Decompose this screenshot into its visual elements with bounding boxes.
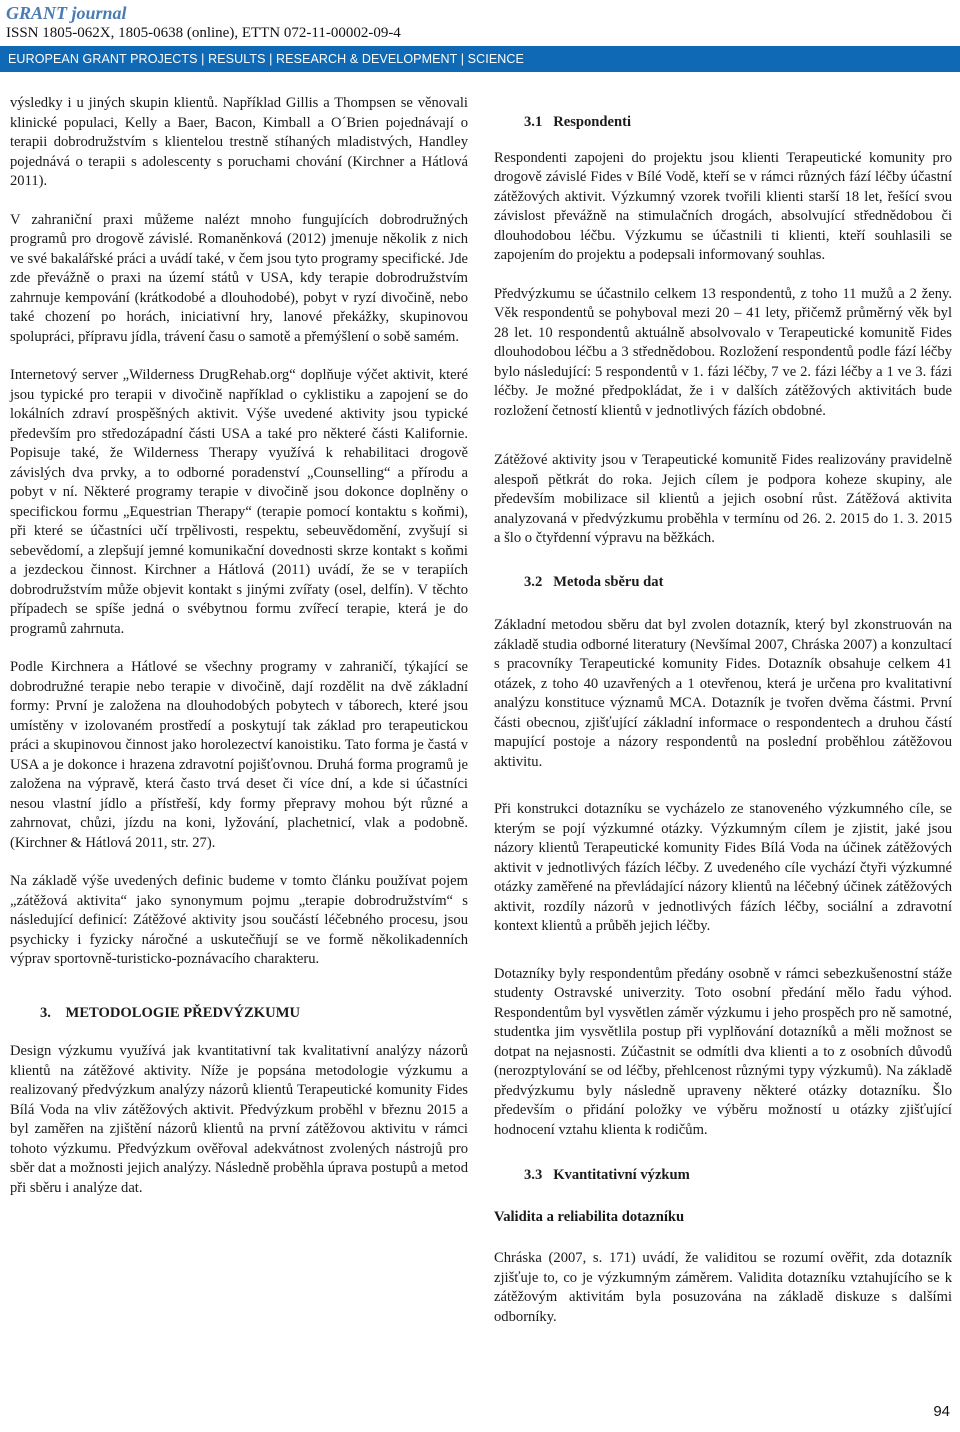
journal-banner: EUROPEAN GRANT PROJECTS | RESULTS | RESEARCH & DEVELOPMENT | SCIENCE [0, 46, 960, 72]
paragraph: Design výzkumu využívá jak kvantitativní tak kvalitativní analýzy názorů klientů na zátěžové aktivity. Níže je popsána metodologie výzkumu a realizovaný předvýzkum analýzy názorů klientů Terapeutické komunity Fides Bílá Voda na vliv zátěžových aktivit. Předvýzkum proběhl v březnu 2015 a byl zaměřen na zjištění názorů klientů na první zátěžovou aktivitu v rámci tohoto výzkumu. Předvýzkum ověřoval adekvátnost zvolených nástrojů pro sběr dat a možnosti jejich analýzy. Následně proběhla úprava postupů a metod při sběru i analýze dat. [10, 1043, 468, 1196]
subsection-heading-3-2: 3.2 Metoda sběru dat [524, 573, 664, 590]
page-header [0, 0, 960, 42]
journal-title: GRANT journal [6, 3, 127, 23]
paragraph: Na základě výše uvedených definic budeme v tomto článku používat pojem „zátěžová aktivita“ jako synonymum pojmu „terapie dobrodružstvím“ s následující definicí: Zátěžové aktivity jsou součástí léčebného procesu, jsou psychicky i fyzicky náročné a uskutečňují se ve formě několikadenních výprav sportovně-turisticko-poznávacího charakteru. [10, 873, 468, 967]
paragraph: Podle Kirchnera a Hátlové se všechny programy v zahraničí, týkající se dobrodružné terapie nebo terapie v divočině, dají rozdělit na dvě základní formy: První je založena na dlouhodobých pobytech v táborech, které jsou umístěny v izolovaném prostředí a poskytují tak základ pro terapeutickou práci a skupinovou činnost jako horolezectví kanoistiku. Tato forma je častá v USA a je dokonce i hrazena zdravotní pojišťovnou. Druhá forma programů je založena na výpravě, která často trvá deset či více dní, a kde si účastníci nesou vlastní jídlo a přístřeší, kdy formy přepravy mohou být různé a zahrnovat, chůzi, jízdu na koni, lyžování, plachetnicí, vlak a podobně. (Kirchner & Hátlová 2011, str. 27). [10, 659, 468, 851]
left-column [10, 94, 468, 1198]
issn-line: ISSN 1805-062X, 1805-0638 (online), ETTN 072-11-00002-09-4 [6, 25, 401, 41]
paragraph: Při konstrukci dotazníku se vycházelo ze stanoveného výzkumného cíle, se kterým se pojí výzkumné otázky. Výzkumným cílem je zjistit, jaké jsou názory klientů Terapeutické komunity Fides Bílá Voda na účinek zátěžových aktivit v jednotlivých fázích léčby. Z uvedeného cíle vychází čtyři výzkumné otázky zaměřené na převládající názory klientů na léčebný účinek zátěžových aktivit, rozdíly názorů v jednotlivých fázích léčby, sociální a zdravotní kontext klientů a průběh jejich léčby. [494, 801, 952, 934]
paragraph: Předvýzkumu se účastnilo celkem 13 respondentů, z toho 11 mužů a 2 ženy. Věk respondentů se pohyboval mezi 20 – 41 lety, přičemž průměrný věk byl 28 let. 10 respondentů aktuálně absolvovalo v Terapeutické komunitě Fides dlouhodobou léčbu a 3 střednědobou. Rozložení respondentů podle fází léčby bylo následující: 5 respondentů v 1. fázi léčby, 7 ve 2. fázi léčby a 1 ve 3. fázi léčby. Je možné předpokládat, že i v dalších zátěžových aktivitách bude rozložení četností klientů v jednotlivých fázích obdobné. [494, 285, 952, 419]
subsection-heading-3-1: 3.1 Respondenti [524, 114, 632, 130]
paragraph: výsledky i u jiných skupin klientů. Například Gillis a Thompsen se věnovali klinické populaci, Kelly a Baer, Bacon, Kimball a O´Brien pojednávají o terapii dobrodružstvím s klientelou trestně stíhaných mladistvých, Handley pojednává o terapii s adolescenty s poruchami chování (Kirchner a Hátlová 2011). [10, 95, 468, 189]
page-number: 94 [933, 1403, 950, 1420]
section-heading-3: 3. METODOLOGIE PŘEDVÝZKUMU [40, 1004, 301, 1021]
paragraph: Základní metodou sběru dat byl zvolen dotazník, který byl zkonstruován na základě studia odborné literatury (Nevšímal 2007, Chráska 2007) a konzultací s pracovníky Terapeutické komunity Fides. Dotazník obsahuje celkem 41 otázek, z toho 40 uzavřených a 1 otevřenou, která je určena pro kvalitativní analýzu konstituce významů MCA. Dotazník je tvořen dvěma částmi. První části obecnou, zjišťující základní informace o respondentech a druhou částí mapující postoje a názory respondentů na poslední proběhlou zátěžovou aktivitu. [494, 617, 952, 770]
paragraph: Dotazníky byly respondentům předány osobně v rámci sebezkušenostní stáže studenty Ostravské univerzity. Toto osobní předání mělo řadu výhod. Respondentům byl vysvětlen záměr výzkumu i jeho prospěch pro ně samotné, studentka jim vysvětlila postup při vyplňování dotazníků a měli možnost se dotpat na nejasnosti. Zúčastnit se odmítli dva klienti a to z osobních důvodů (nerozptylování se od léčby, přehlcenost různými typy výzkumů). Na základě předvýzkumu byly následně upraveny některé otázky dotazníku. Šlo především o přidání položky ve výběru možností u otázky zjišťující hodnocení vztahu klienta k rodičům. [494, 965, 952, 1138]
right-column [494, 113, 952, 1327]
paragraph: V zahraniční praxi můžeme nalézt mnoho fungujících dobrodružných programů pro drogově závislé. Romaněnková (2012) jmenuje několik z nich ve své bakalářské práci a uvádí také, v čem jsou tyto programy specifické. Jde zde převážně o praxi na území států v USA, kdy terapie dobrodružstvím zahrnuje kempování (krátkodobé a dlouhodobé), pobyt v ryzí divočině, nebo také chození po horách, iniciativní hry, lanové překážky, skupinovou spolupráci, přípravu jídla, trávení času o samotě a přemýšlení o sobě samém. [10, 211, 468, 345]
subheading-validity: Validita a reliabilita dotazníku [494, 1208, 685, 1225]
paragraph: Internetový server „Wilderness DrugRehab.org“ doplňuje výčet aktivit, které jsou typické pro terapii v divočině například o cyklistiku a zapojení se do lokálních zdraví prospěšných aktivit. Výše uvedené aktivity jsou typické především pro středozápadní části USA a také pro některé části Kalifornie. Popisuje také, že Wilderness Therapy využívá k rehabilitaci drogově závislých dva prvky, a to odborné poradenství „Counselling“ a přírodu a pobyt v ní. Některé programy terapie v divočině jsou dokonce doplněny o specifickou formu „Equestrian Therapy“ (terapie pomocí kontaktu s koňmi), při které se účastníci učí trpělivosti, respektu, sebeuvědomění, zvyšují si sebevědomí, a zlepšují jemné komunikační dovednosti skrze kontakt s koňmi a jezdeckou činnost. Kirchner a Hátlová (2011) uvádí, že se v terapiích dobrodružstvím může objevit kontakt s jinými zvířaty (osel, delfín). V těchto případech se spíše jedná o svébytnou formu zvířecí terapie, která je do programů zahrnuta. [10, 367, 468, 637]
paragraph: Respondenti zapojeni do projektu jsou klienti Terapeutické komunity pro drogově závislé Fides v Bílé Vodě, kteří se v rámci různých fází léčby účastní zátěžových aktivit. Výzkumný vzorek tvořili klienti starší 18 let, řešící svou závislost převážně na stimulačních drogách, absolvující střednědobou či dlouhodobou léčbu. Výzkumu se účastnili ti klienti, kteří souhlasili se zapojením do projektu a podepsali informovaný souhlas. [494, 149, 952, 263]
subsection-heading-3-3: 3.3 Kvantitativní výzkum [524, 1167, 690, 1183]
paragraph: Chráska (2007, s. 171) uvádí, že validitou se rozumí ověřit, zda dotazník zjišťuje to, co je výzkumným záměrem. Validita dotazníku vztahujícího se k zátěžovým aktivitám byla posuzována na základě diskuze s dalšími odborníky. [494, 1250, 952, 1325]
paragraph: Zátěžové aktivity jsou v Terapeutické komunitě Fides realizovány pravidelně alespoň pětkrát do roka. Jejich cílem je podpora koheze skupiny, ale především mobilizace sil klientů a jejich osobní růst. Zátěžová aktivita analyzovaná v předvýzkumu proběhla v termínu od 26. 2. 2015 do 1. 3. 2015 a šlo o čtyřdenní výpravu na běžkách. [494, 452, 952, 546]
